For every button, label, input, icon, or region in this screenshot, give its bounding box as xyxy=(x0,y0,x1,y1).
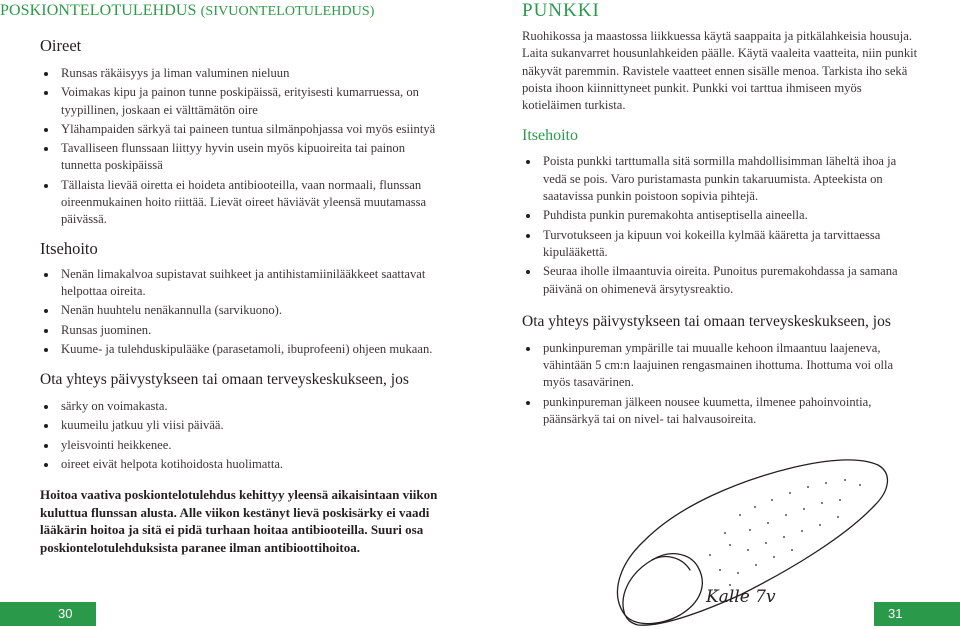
list-item: Turvotukseen ja kipuun voi kokeilla kylmää kääretta ja tarvittaessa kipulääkettä. xyxy=(522,227,922,262)
selfcare-list-right xyxy=(522,153,922,297)
contact-list xyxy=(40,398,445,473)
list-item: Nenän limakalvoa supistavat suihkeet ja antihistamiinilääkkeet saattavat helpottaa oireita. xyxy=(40,266,445,301)
page-number: 30 xyxy=(58,606,73,621)
selfcare-heading: Itsehoito xyxy=(40,238,98,258)
selfcare-list xyxy=(40,266,445,358)
page-number-right: 31 xyxy=(888,606,903,621)
list-item: kuumeilu jatkuu yli viisi päivää. xyxy=(40,417,445,434)
page-title-right: PUNKKI xyxy=(522,0,600,21)
list-item: Puhdista punkin puremakohta antiseptisella aineella. xyxy=(522,207,922,224)
list-item: Runsas juominen. xyxy=(40,322,445,339)
list-item: Seuraa iholle ilmaantuvia oireita. Punoitus puremakohdassa ja samana päivänä on ohimenevä ärsytysreaktio. xyxy=(522,263,922,298)
footer-bar-left xyxy=(0,602,96,626)
list-item: punkinpureman jälkeen nousee kuumetta, ilmenee pahoinvointia, päänsärkyä tai on nivel- tai halvausoireita. xyxy=(522,394,922,429)
page-title xyxy=(0,2,375,20)
list-item: Tällaista lievää oiretta ei hoideta antibiooteilla, vaan normaali, flunssan oireenmukainen hoito riittää. Lievät oireet häviävät yleensä muutamassa päivässä. xyxy=(40,177,445,229)
intro-paragraph: Ruohikossa ja maastossa liikkuessa käytä saappaita ja pitkälahkeisia housuja. Laita sukanvarret housunlahkeiden päälle. Käytä vaaleita vaatteita, niin punkit näkyvät paremmin. Ravistele vaatteet ennen sisälle menoa. Tarkista iho sekä poista ihoon kiinnittyneet punkit. Punkki voi tarttua ihmiseen myös kotieläimen turkista. xyxy=(522,29,918,113)
list-item: Ylähampaiden särkyä tai paineen tuntua silmänpohjassa voi myös esiintyä xyxy=(40,121,445,138)
title-main: POSKIONTELOTULEHDUS xyxy=(0,2,197,19)
list-item: yleisvointi heikkenee. xyxy=(40,437,445,454)
left-column xyxy=(40,36,445,556)
list-item: Tavalliseen flunssaan liittyy hyvin usein myös kipuoireita tai painon tunnetta poskipäissä xyxy=(40,140,445,175)
contact-heading: Ota yhteys päivystykseen tai omaan terveyskeskukseen, jos xyxy=(40,371,409,389)
symptoms-heading: Oireet xyxy=(40,36,82,55)
list-item: Kuume- ja tulehduskipulääke (parasetamoli, ibuprofeeni) ohjeen mukaan. xyxy=(40,341,445,358)
title-sub: (SIVUONTELOTULEHDUS) xyxy=(200,4,375,19)
symptoms-list xyxy=(40,65,445,229)
contact-heading-right: Ota yhteys päivystykseen tai omaan terveyskeskukseen, jos xyxy=(522,312,891,330)
right-column xyxy=(522,0,922,428)
contact-list-right xyxy=(522,340,922,428)
list-item: oireet eivät helpota kotihoidosta huolimatta. xyxy=(40,456,445,473)
note-paragraph: Hoitoa vaativa poskiontelotulehdus kehittyy yleensä aikaisintaan viikon kuluttua flunssan alusta. Alle viikon kestänyt lievä poskisärky ei vaadi lääkärin hoitoa ja sitä ei pidä turhaan hoitaa antibiooteilla. Suuri osa poskiontelotulehduksista paranee ilman antibioottihoitoa. xyxy=(40,487,438,555)
selfcare-heading-right: Itsehoito xyxy=(522,127,578,145)
list-item: särky on voimakasta. xyxy=(40,398,445,415)
list-item: Voimakas kipu ja painon tunne poskipäissä, erityisesti kumarruessa, on tyypillinen, joskaan ei välttämätön oire xyxy=(40,84,445,119)
list-item: punkinpureman ympärille tai muualle kehoon ilmaantuu laajeneva, vähintään 5 cm:n laajuinen rengasmainen ihottuma. Ihottuma voi olla myös tasavärinen. xyxy=(522,340,922,392)
list-item: Nenän huuhtelu nenäkannulla (sarvikuono). xyxy=(40,302,445,319)
drawing-caption: Kalle 7v xyxy=(706,587,776,607)
list-item: Runsas räkäisyys ja liman valuminen nieluun xyxy=(40,65,445,82)
list-item: Poista punkki tarttumalla sitä sormilla mahdollisimman läheltä ihoa ja vedä se pois. Varo puristamasta punkin takaruumista. Apteekista on saatavissa punkin poistoon sopivia pihtejä. xyxy=(522,153,922,205)
